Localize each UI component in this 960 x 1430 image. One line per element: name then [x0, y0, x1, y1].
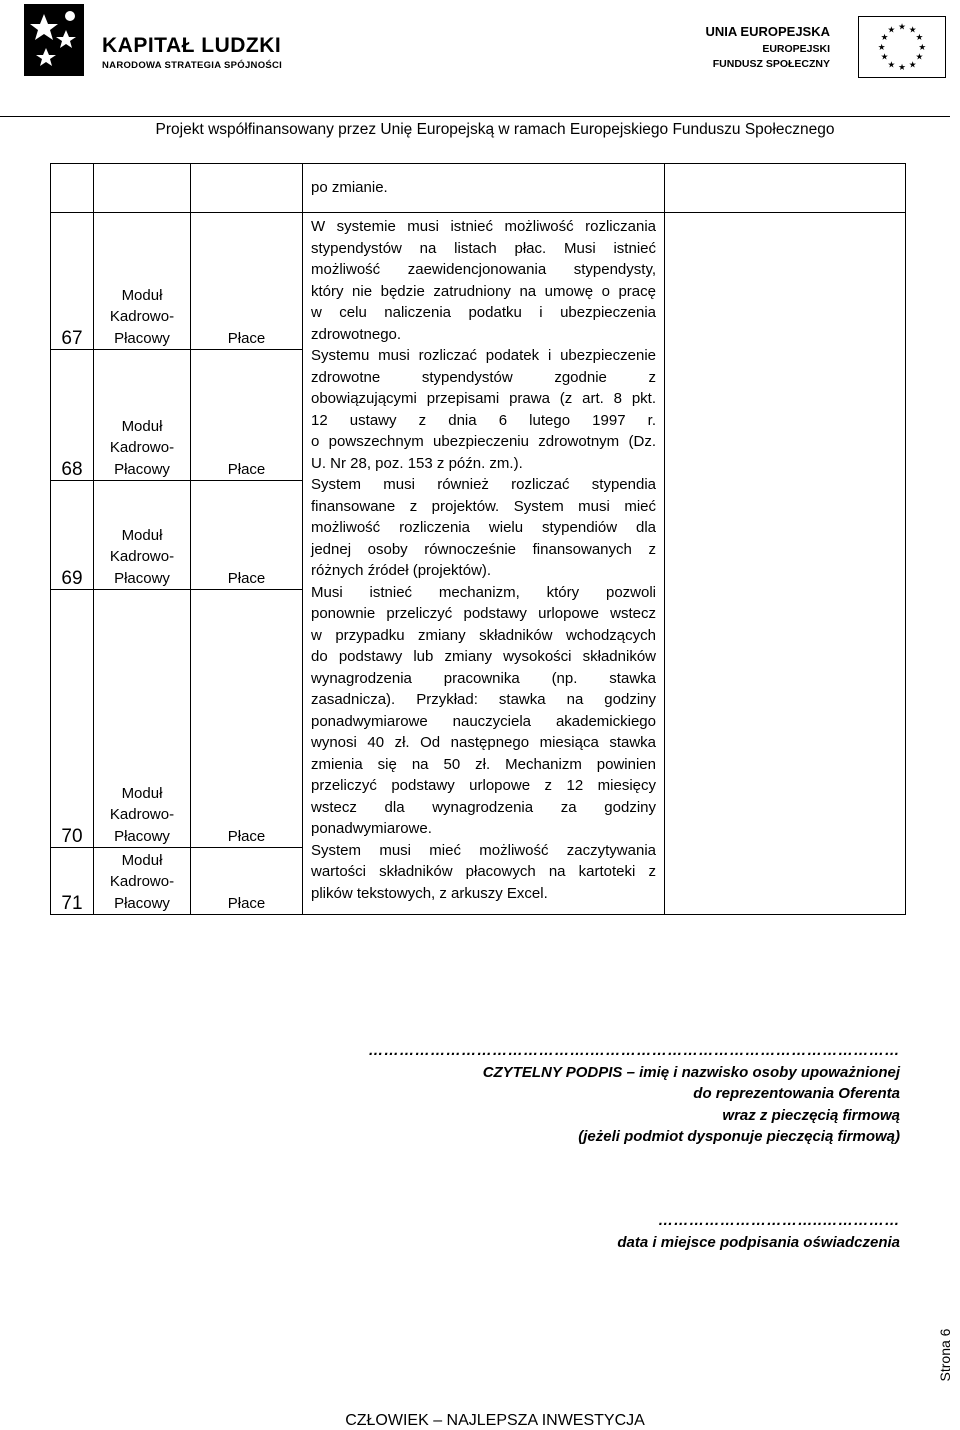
table-row: [51, 164, 906, 213]
svg-text:★: ★: [898, 22, 906, 33]
area-cell: [191, 164, 303, 213]
description-column: [303, 213, 665, 915]
date-place-block: [617, 1210, 900, 1253]
svg-text:★: ★: [887, 25, 896, 36]
description-70: Musi istnieć mechanizm, który pozwoli ponownie przeliczyć podstawy urlopowe wstecz w przypadku zmiany składników wchodzących do podstawy lub zmiany wysokości składników wynagrodzenia pracownika (np. stawka zasadnicza). Przykład: stawka na godziny ponadwymiarowe nauczyciela akademickiego wynosi 40 zł. Od następnego miesiąca stawka zmienia się na 50 zł. Mechanizm powinien przeliczyć podstawy urlopowe z 12 miesięcy wstecz dla wynagrodzenia za godziny ponadwymiarowe.: [311, 583, 656, 837]
module-70: Moduł Kadrowo- Płacowy: [94, 590, 190, 848]
signature-block: [368, 1040, 900, 1148]
row-number-71: 71: [61, 892, 83, 914]
kapital-ludzki-title: KAPITAŁ LUDZKI: [102, 34, 282, 57]
area-71: Płace: [227, 894, 266, 912]
svg-text:★: ★: [908, 25, 917, 36]
description-69: System musi również rozliczać stypendia finansowane z projektów. System musi mieć możliwość rozliczenia wielu stypendiów dla jednej osoby równocześnie finansowanych z różnych źródeł (projektów).: [311, 476, 656, 579]
module-69: Moduł Kadrowo- Płacowy: [94, 481, 190, 590]
area-70: Płace: [191, 590, 302, 848]
svg-text:★: ★: [915, 52, 924, 63]
row-number-69: 69: [51, 481, 93, 590]
module-71: Moduł Kadrowo- Płacowy: [109, 851, 175, 912]
area-column: [191, 213, 303, 915]
eu-logo-line3: FUNDUSZ SPOŁECZNY: [712, 58, 830, 70]
area-68: Płace: [191, 350, 302, 481]
kapital-ludzki-logo: [10, 2, 310, 82]
notes-column: [665, 213, 906, 915]
svg-text:★: ★: [880, 52, 889, 63]
module-67: Moduł Kadrowo- Płacowy: [94, 213, 190, 350]
signature-label-3: wraz z pieczęcią firmową: [722, 1106, 900, 1124]
signature-label-2: do reprezentowania Oferenta: [693, 1085, 900, 1102]
date-place-dots: …………………………..……………: [658, 1212, 900, 1229]
signature-label-1: CZYTELNY PODPIS – imię i nazwisko osoby upoważnionej: [482, 1063, 900, 1081]
module-68: Moduł Kadrowo- Płacowy: [94, 350, 190, 481]
svg-text:★: ★: [898, 63, 906, 74]
module-column: [94, 213, 191, 915]
eu-logo-line1: UNIA EUROPEJSKA: [705, 24, 830, 39]
description-cell: [303, 164, 665, 213]
row-number-67: 67: [51, 213, 93, 350]
eu-logo: [700, 14, 950, 84]
signature-dots: …………………………………….……………………………………………………: [368, 1042, 900, 1059]
page-number: Strona 6: [937, 1328, 953, 1382]
footer-slogan: CZŁOWIEK – NAJLEPSZA INWESTYCJA: [345, 1412, 645, 1429]
eu-logo-line2: EUROPEJSKI: [762, 43, 830, 55]
area-69: Płace: [191, 481, 302, 590]
kapital-ludzki-subtitle: NARODOWA STRATEGIA SPÓJNOŚCI: [102, 60, 283, 71]
svg-text:★: ★: [915, 33, 924, 44]
requirements-table: [50, 163, 906, 915]
notes-cell: [665, 164, 906, 213]
row-number-cell: [51, 164, 94, 213]
table-row: [51, 213, 906, 915]
header-divider: [0, 116, 950, 117]
description-68: Systemu musi rozliczać podatek i ubezpieczenie zdrowotne stypendystów zgodnie z obowiązującymi przepisami prawa (z art. 8 pkt. 12 ustawy z dnia 6 lutego 1997 r. o powszechnym ubezpieczeniu zdrowotnym (Dz. U. Nr 28, poz. 153 z późn. zm.).: [311, 347, 656, 472]
signature-label-4: (jeżeli podmiot dysponuje pieczęcią firmową): [578, 1128, 900, 1145]
eu-flag-icon: [858, 16, 946, 78]
date-place-label: data i miejsce podpisania oświadczenia: [617, 1233, 900, 1251]
svg-text:★: ★: [880, 33, 889, 44]
area-67: Płace: [191, 213, 302, 350]
svg-text:★: ★: [887, 60, 896, 71]
kapital-ludzki-emblem-icon: [24, 4, 84, 76]
row-number-column: [51, 213, 94, 915]
row-number-68: 68: [51, 350, 93, 481]
svg-text:★: ★: [918, 42, 927, 53]
description-fragment: po zmianie.: [311, 179, 388, 197]
module-cell: [94, 164, 191, 213]
svg-text:★: ★: [908, 60, 917, 71]
description-67: W systemie musi istnieć możliwość rozliczania stypendystów na listach płac. Musi istnieć możliwość zaewidencjonowania stypendysty, który nie będzie zatrudniony na umowę o pracę w celu naliczenia podatku i ubezpieczenia zdrowotnego.: [311, 218, 656, 343]
row-number-70: 70: [51, 590, 93, 848]
description-71: System musi mieć możliwość zaczytywania wartości składników płacowych na kartoteki z plików tekstowych, z arkuszy Excel.: [311, 841, 656, 902]
project-cofinancing-line: Projekt współfinansowany przez Unię Europejską w ramach Europejskiego Funduszu Społecznego: [155, 121, 835, 138]
svg-text:★: ★: [877, 42, 886, 53]
